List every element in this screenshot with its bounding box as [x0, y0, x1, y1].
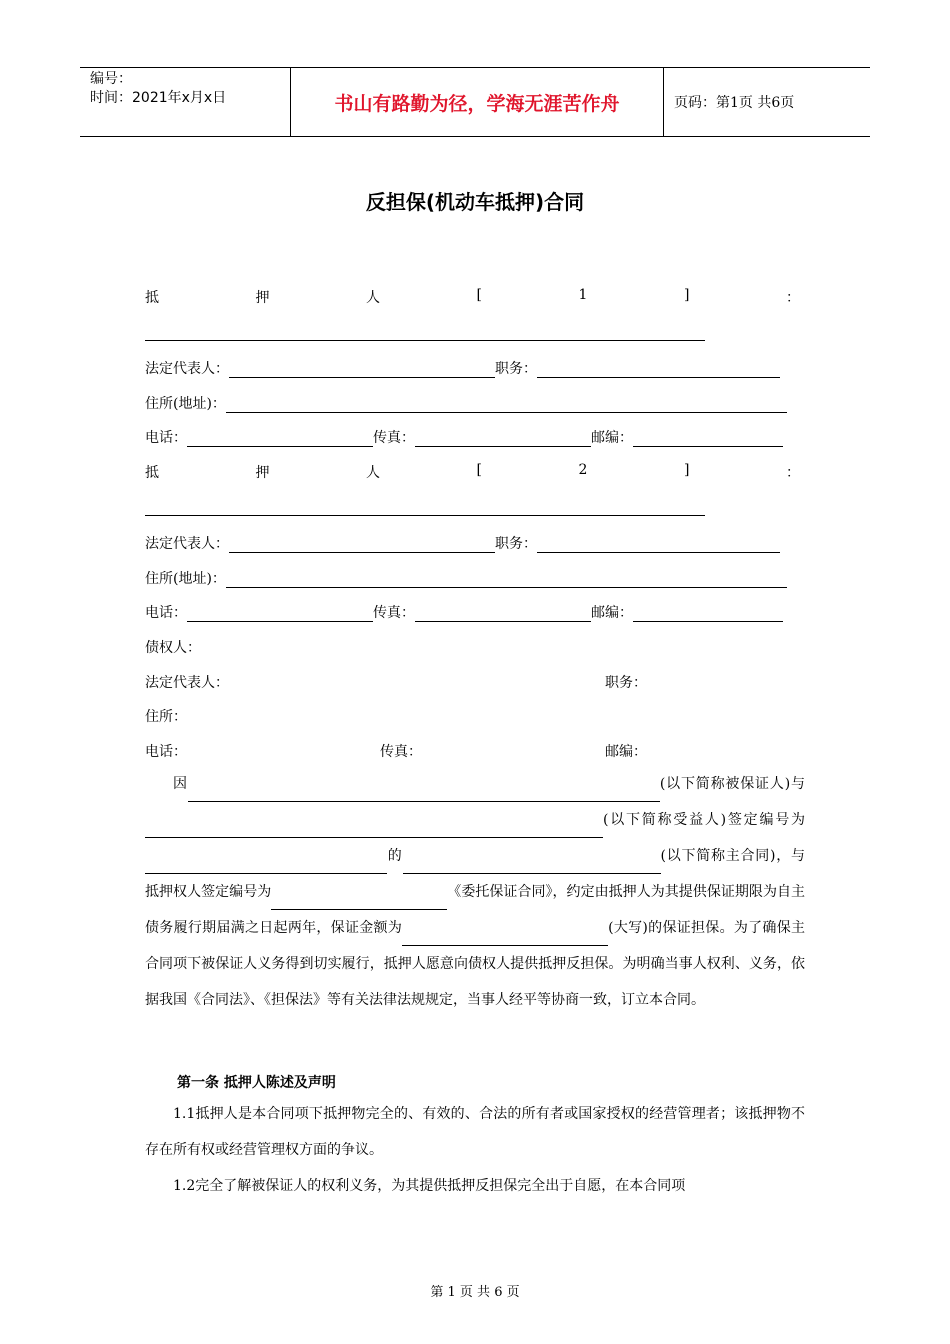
mortgagor1-char: 1	[578, 287, 588, 303]
duty-field[interactable]	[537, 538, 780, 553]
post-field[interactable]	[633, 607, 783, 622]
guarantee-amount-field[interactable]	[402, 931, 542, 946]
header-motto: 书山有路勤为径，学海无涯苦作舟	[291, 68, 664, 136]
creditor-label: 债权人：	[145, 640, 201, 656]
mortgagor1-name-line[interactable]	[145, 340, 705, 341]
phone-field[interactable]	[187, 432, 373, 447]
phone-label: 电话：	[145, 605, 187, 621]
mortgagor2-char: [	[476, 462, 483, 478]
preamble-text: 因	[173, 776, 188, 792]
post-label: 邮编：	[591, 605, 633, 621]
mortgagor1-heading	[145, 287, 800, 307]
preamble-text: (以下简称受益人)签定编号为	[603, 812, 805, 828]
fax-field[interactable]	[415, 432, 591, 447]
mortgagor2-name-line[interactable]	[145, 515, 705, 516]
mortgagor1-char: ：	[785, 290, 800, 306]
mortgagor1-char: [	[476, 287, 483, 303]
fax-field[interactable]	[415, 607, 591, 622]
creditor-fax-label: 传真：	[380, 744, 422, 760]
rep-field[interactable]	[229, 363, 495, 378]
mortgagor2-rep-row	[145, 533, 780, 553]
phone-label: 电话：	[145, 430, 187, 446]
mortgagor2-char: ]	[683, 462, 690, 478]
mortgagor2-heading	[145, 462, 800, 482]
fax-label: 传真：	[373, 430, 415, 446]
address-field[interactable]	[226, 573, 787, 588]
mortgagor1-address-row	[145, 393, 787, 413]
preamble-text: 《委托保证合同》，约定由抵押人为其提供保证期限为自主债务履行期届满之日起两年，保证金额为	[145, 884, 806, 936]
guarantee-amount-field-cont[interactable]	[542, 931, 608, 946]
serial-label: 编号：	[90, 71, 132, 87]
address-label: 住所(地址)：	[145, 396, 226, 412]
mortgagor2-char: ：	[785, 465, 800, 481]
post-label: 邮编：	[591, 430, 633, 446]
phone-field[interactable]	[187, 607, 373, 622]
creditor-phone-label: 电话：	[145, 744, 187, 760]
address-field[interactable]	[226, 398, 787, 413]
mortgagor1-char: ]	[683, 287, 690, 303]
preamble-text: 的	[387, 848, 403, 864]
mortgagor2-char: 2	[578, 462, 588, 478]
rep-label: 法定代表人：	[145, 536, 229, 552]
fax-label: 传真：	[373, 605, 415, 621]
mortgagor2-char: 押	[255, 465, 270, 481]
duty-label: 职务：	[495, 361, 537, 377]
creditor-duty-label: 职务：	[605, 675, 647, 691]
mortgagor2-char: 人	[366, 465, 381, 481]
entrust-contract-no-field[interactable]	[271, 895, 447, 910]
mortgagor1-char: 抵	[145, 290, 159, 306]
mortgagor1-char: 押	[255, 290, 270, 306]
document-title: 反担保(机动车抵押)合同	[365, 190, 585, 214]
creditor-address-label: 住所：	[145, 709, 187, 725]
page-footer: 第 1 页 共 6 页	[430, 1285, 520, 1300]
preamble-text: (大写)的保证担保。为了确保主合同项下被保证人义务得到切实履行，抵押人愿意向债权人提供抵押反担保。为明确当事人权利、义务，依据我国《合同法》、《担保法》等有关法律法规规定，当事人经平等协商一致，订立本合同。	[145, 920, 805, 1008]
mortgagor2-char: 抵	[145, 465, 159, 481]
article1-clause-2: 1.2完全了解被保证人的权利义务，为其提供抵押反担保完全出于自愿，在本合同项	[173, 1178, 686, 1194]
beneficiary-field[interactable]	[145, 823, 603, 838]
header-page-info: 页码：第1页 共6页	[674, 95, 795, 111]
mortgagor1-char: 人	[366, 290, 381, 306]
preamble-text: (以下简称被保证人)与	[659, 776, 805, 792]
address-label: 住所(地址)：	[145, 571, 226, 587]
creditor-rep-label: 法定代表人：	[145, 675, 229, 691]
guaranteed-party-field[interactable]	[188, 787, 660, 802]
mortgagor2-contact-row	[145, 602, 783, 622]
mortgagor1-contact-row	[145, 427, 783, 447]
preamble-text: (以下简称主合同)，与抵押权人签定编号为	[145, 848, 805, 900]
article1-clause-1: 1.1抵押人是本合同项下抵押物完全的、有效的、合法的所有者或国家授权的经营管理者；该抵押物不存在所有权或经营管理权方面的争议。	[145, 1106, 805, 1158]
header-table	[80, 67, 870, 137]
mortgagor2-address-row	[145, 568, 787, 588]
mortgagor1-rep-row	[145, 358, 780, 378]
header-left-cell	[80, 68, 291, 136]
rep-label: 法定代表人：	[145, 361, 229, 377]
post-field[interactable]	[633, 432, 783, 447]
duty-label: 职务：	[495, 536, 537, 552]
article1-heading: 第一条 抵押人陈述及声明	[177, 1075, 336, 1091]
creditor-post-label: 邮编：	[605, 744, 647, 760]
main-contract-name-field[interactable]	[403, 859, 661, 874]
main-contract-no-field[interactable]	[145, 859, 387, 874]
preamble-paragraph	[145, 766, 805, 1018]
rep-field[interactable]	[229, 538, 495, 553]
duty-field[interactable]	[537, 363, 780, 378]
time-label: 时间：2021年x月x日	[90, 90, 227, 106]
